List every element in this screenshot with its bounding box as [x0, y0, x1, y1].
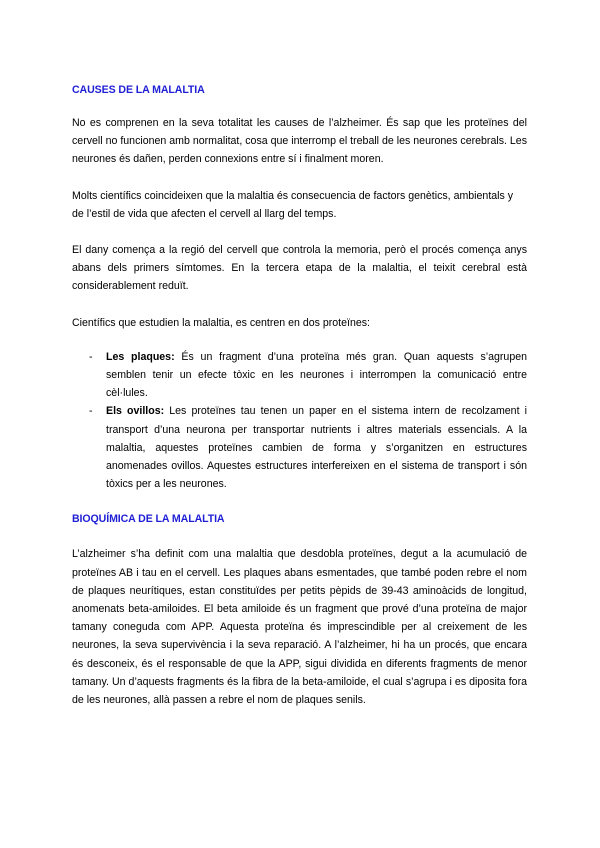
paragraph-biochemistry: L’alzheimer s’ha definit com una malaltia que desdobla proteïnes, degut a la acumulació de proteïnes AB i tau en el cervell. Les plaques abans esmentades, que també poden rebre el nom de plaques neurítiques, estan constituïdes per petits pèpids de 39-43 aminoàcids de longitud, anomenats beta-amiloides. El beta amiloide és un fragment que prové d’una proteïna de major tamany coneguda com APP. Aquesta proteïna és imprescindible per al creixement de les neurones, la seva supervivència i la seva reparació. A l’alzheimer, hi ha un procés, que encara és desconeix, és el responsable de que la APP, sigui dividida en diferents fragments de menor tamany. Un d’aquests fragments és la fibra de la beta-amiloide, el cual s’agrupa i es diposita fora de les neurones, allà passen a rebre el nom de plaques senils. — [72, 548, 527, 707]
list-item-ovillos — [72, 402, 527, 493]
section-heading-biochemistry: BIOQUÍMICA DE LA MALALTIA — [72, 513, 225, 526]
paragraph-factors: Molts científics coincideixen que la malaltia és consecuencia de factors genètics, ambientals y de l’estil de vida que afecten el cervell al llarg del temps. — [72, 189, 514, 220]
definition-plaques: És un fragment d’una proteïna més gran. Quan aquests s’agrupen semblen tenir un efecte tòxic en les neurones i interrompen la comunicació entre cèl·lules. — [106, 350, 527, 400]
term-plaques: Les plaques: — [106, 350, 175, 363]
definition-ovillos: Les proteïnes tau tenen un paper en el sistema intern de recolzament i transport d’una neurona per transportar nutrients i altres materials essencials. A la malaltia, aquestes proteïnes cambien de forma y s’organitzen en estructures anomenades ovillos. Aquestes estructures interfereixen en el sistema de transport i són tòxics per a les neurones. — [106, 405, 527, 491]
section-heading-causes: CAUSES DE LA MALALTIA — [72, 84, 205, 96]
paragraph-damage: El dany comença a la regió del cervell que controla la memoria, però el procés comença anys abans dels primers símtomes. En la tercera etapa de la malaltia, el teixit cerebral està considerablement reduït. — [72, 244, 527, 293]
protein-list — [72, 348, 527, 494]
paragraph-causes-intro: No es comprenen en la seva totalitat les causes de l’alzheimer. És sap que les proteïnes del cervell no funcionen amb normalitat, cosa que interromp el treball de les neurones cerebrals. Les neurones és dañen, perden connexions entre sí i finalment moren. — [72, 117, 527, 166]
list-item-plaques — [72, 348, 527, 403]
list-dash: - — [89, 405, 93, 418]
term-ovillos: Els ovillos: — [106, 405, 165, 418]
list-dash: - — [89, 350, 93, 363]
paragraph-proteins-intro: Científics que estudien la malaltia, es centren en dos proteïnes: — [72, 316, 370, 329]
